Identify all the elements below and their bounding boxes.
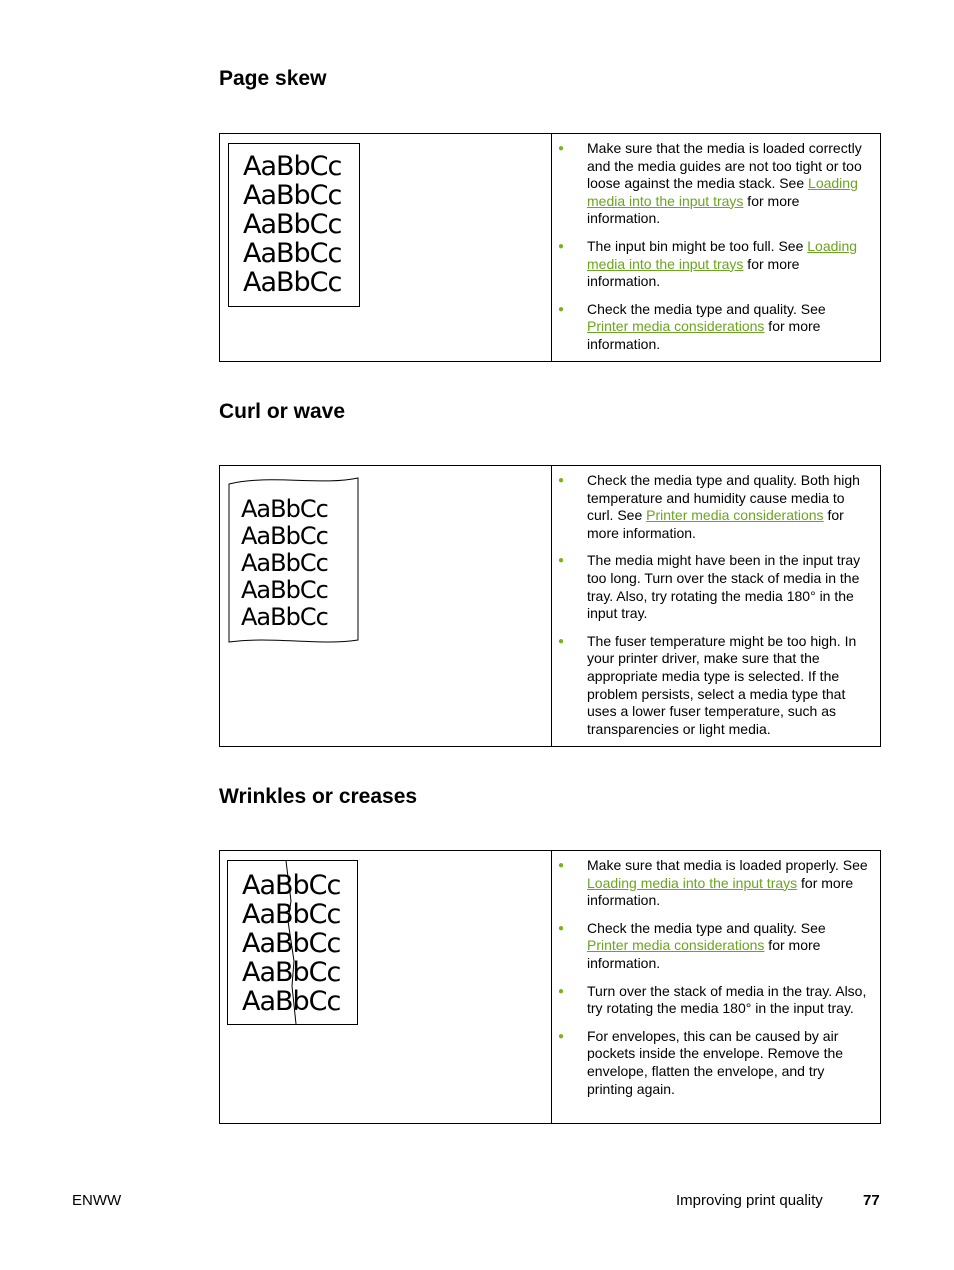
- list-item: ● Check the media type and quality. Both high temperature and humidity cause media to curl. See Printer media considerations for more information.: [552, 472, 870, 542]
- list-item: ● The media might have been in the input tray too long. Turn over the stack of media in the tray. Also, try rotating the media 180° in the input tray.: [552, 552, 870, 622]
- section-title-page-skew: Page skew: [219, 67, 327, 90]
- sample-line: AaBbCc: [243, 238, 342, 269]
- footer-left-label: ENWW: [72, 1192, 122, 1209]
- list-item: ● The input bin might be too full. See Loading media into the input trays for more information.: [552, 238, 870, 291]
- link-printer-media-considerations[interactable]: Printer media considerations: [646, 507, 824, 524]
- wrinkles-sample-page: [227, 860, 358, 1025]
- curl-or-wave-solutions: [552, 466, 880, 748]
- sample-line: AaBbCc: [242, 870, 341, 901]
- list-item: ● Turn over the stack of media in the tray. Also, try rotating the media 180° in the input tray.: [552, 983, 870, 1018]
- link-printer-media-considerations[interactable]: Printer media considerations: [587, 937, 765, 954]
- sample-line: AaBbCc: [242, 928, 341, 959]
- sample-line: AaBbCc: [241, 576, 328, 604]
- sample-line: AaBbCc: [241, 495, 328, 523]
- link-loading-media[interactable]: Loading media into the input trays: [587, 874, 798, 891]
- list-item: ● For envelopes, this can be caused by air pockets inside the envelope. Remove the envelope, flatten the envelope, and try printing again.: [552, 1028, 870, 1098]
- wrinkles-table: [219, 850, 881, 1124]
- page-number: 77: [863, 1192, 880, 1209]
- sample-line: AaBbCc: [243, 267, 342, 298]
- list-item: ● Make sure that media is loaded properly. See Loading media into the input trays for more information.: [552, 857, 870, 910]
- list-item: ● Check the media type and quality. See Printer media considerations for more information.: [552, 920, 870, 973]
- curl-illustration-cell: [220, 466, 552, 746]
- link-loading-media[interactable]: Loading media into the input trays: [587, 175, 858, 209]
- sample-line: AaBbCc: [242, 899, 341, 930]
- sample-line: AaBbCc: [241, 603, 328, 631]
- list-item: ● Check the media type and quality. See Printer media considerations for more information.: [552, 301, 870, 354]
- link-printer-media-considerations[interactable]: Printer media considerations: [587, 318, 765, 335]
- sample-line: AaBbCc: [242, 957, 341, 988]
- page-skew-solutions: [552, 134, 880, 364]
- footer-section-name: Improving print quality: [676, 1192, 823, 1209]
- sample-line: AaBbCc: [241, 522, 328, 550]
- sample-line: AaBbCc: [243, 209, 342, 240]
- sample-line: AaBbCc: [241, 549, 328, 577]
- wrinkles-solutions: [552, 851, 880, 1108]
- crease-line: [228, 861, 359, 1026]
- link-loading-media[interactable]: Loading media into the input trays: [587, 237, 858, 272]
- page-skew-table: [219, 133, 881, 362]
- wrinkles-illustration-cell: [220, 851, 552, 1123]
- curl-or-wave-table: [219, 465, 881, 747]
- section-title-wrinkles-or-creases: Wrinkles or creases: [219, 785, 418, 808]
- page-skew-illustration-cell: [220, 134, 552, 361]
- list-item: ● The fuser temperature might be too high. In your printer driver, make sure that the appropriate media type is selected. If the problem persists, select a media type that uses a lower fuser temperature, such as transparencies or light media.: [552, 633, 870, 739]
- list-item: ● Make sure that the media is loaded correctly and the media guides are not too tight or too loose against the media stack. See Loading media into the input trays for more information.: [552, 140, 870, 228]
- sample-line: AaBbCc: [243, 180, 342, 211]
- sample-line: AaBbCc: [243, 151, 342, 182]
- sample-line: AaBbCc: [242, 986, 341, 1017]
- section-title-curl-or-wave: Curl or wave: [219, 400, 346, 423]
- page-skew-sample-page: [228, 143, 360, 307]
